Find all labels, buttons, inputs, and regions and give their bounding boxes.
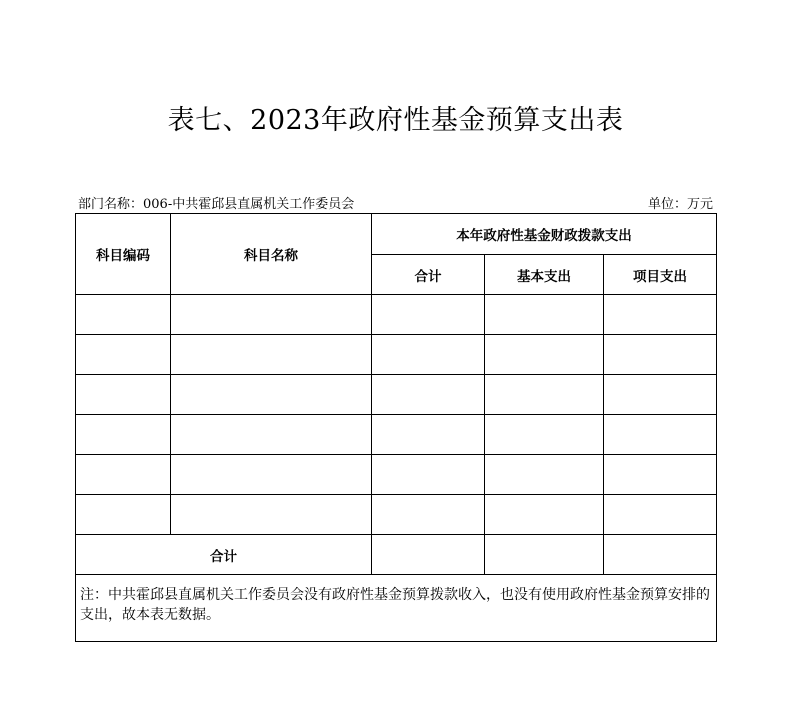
table-cell <box>604 455 717 495</box>
header-group: 本年政府性基金财政拨款支出 <box>372 214 717 255</box>
table-cell <box>604 375 717 415</box>
table-cell <box>171 375 372 415</box>
table-row <box>76 455 717 495</box>
table-row <box>76 415 717 455</box>
table-cell <box>76 335 171 375</box>
table-cell <box>76 375 171 415</box>
table-cell <box>171 415 372 455</box>
table-cell <box>171 335 372 375</box>
table-cell <box>372 295 485 335</box>
total-cell <box>485 535 604 575</box>
total-cell <box>372 535 485 575</box>
table-cell <box>171 295 372 335</box>
page-title: 表七、2023年政府性基金预算支出表 <box>167 105 624 136</box>
table-cell <box>76 295 171 335</box>
table-cell <box>485 375 604 415</box>
table-cell <box>76 495 171 535</box>
total-cell <box>604 535 717 575</box>
table-cell <box>372 375 485 415</box>
header-project: 项目支出 <box>604 255 717 295</box>
header-basic: 基本支出 <box>485 255 604 295</box>
total-row <box>76 535 717 575</box>
budget-table <box>75 213 717 642</box>
table-cell <box>485 335 604 375</box>
table-row <box>76 375 717 415</box>
unit-label: 单位：万元 <box>647 197 713 212</box>
table-cell <box>485 415 604 455</box>
table-cell <box>485 295 604 335</box>
header-total: 合计 <box>372 255 485 295</box>
table-cell <box>171 455 372 495</box>
table-cell <box>604 295 717 335</box>
table-row <box>76 295 717 335</box>
table-cell <box>485 455 604 495</box>
footnote: 注：中共霍邱县直属机关工作委员会没有政府性基金预算拨款收入，也没有使用政府性基金预算安排的支出，故本表无数据。 <box>76 575 717 642</box>
header-code: 科目编码 <box>76 214 171 295</box>
table-cell <box>604 415 717 455</box>
department-label: 部门名称：006-中共霍邱县直属机关工作委员会 <box>78 197 355 212</box>
total-label: 合计 <box>76 535 372 575</box>
table-row <box>76 335 717 375</box>
table-cell <box>372 335 485 375</box>
table-cell <box>372 495 485 535</box>
table-cell <box>485 495 604 535</box>
table-cell <box>171 495 372 535</box>
table-cell <box>76 455 171 495</box>
table-cell <box>372 415 485 455</box>
table-cell <box>604 495 717 535</box>
table-cell <box>372 455 485 495</box>
table-cell <box>604 335 717 375</box>
table-row <box>76 495 717 535</box>
header-name: 科目名称 <box>171 214 372 295</box>
table-cell <box>76 415 171 455</box>
